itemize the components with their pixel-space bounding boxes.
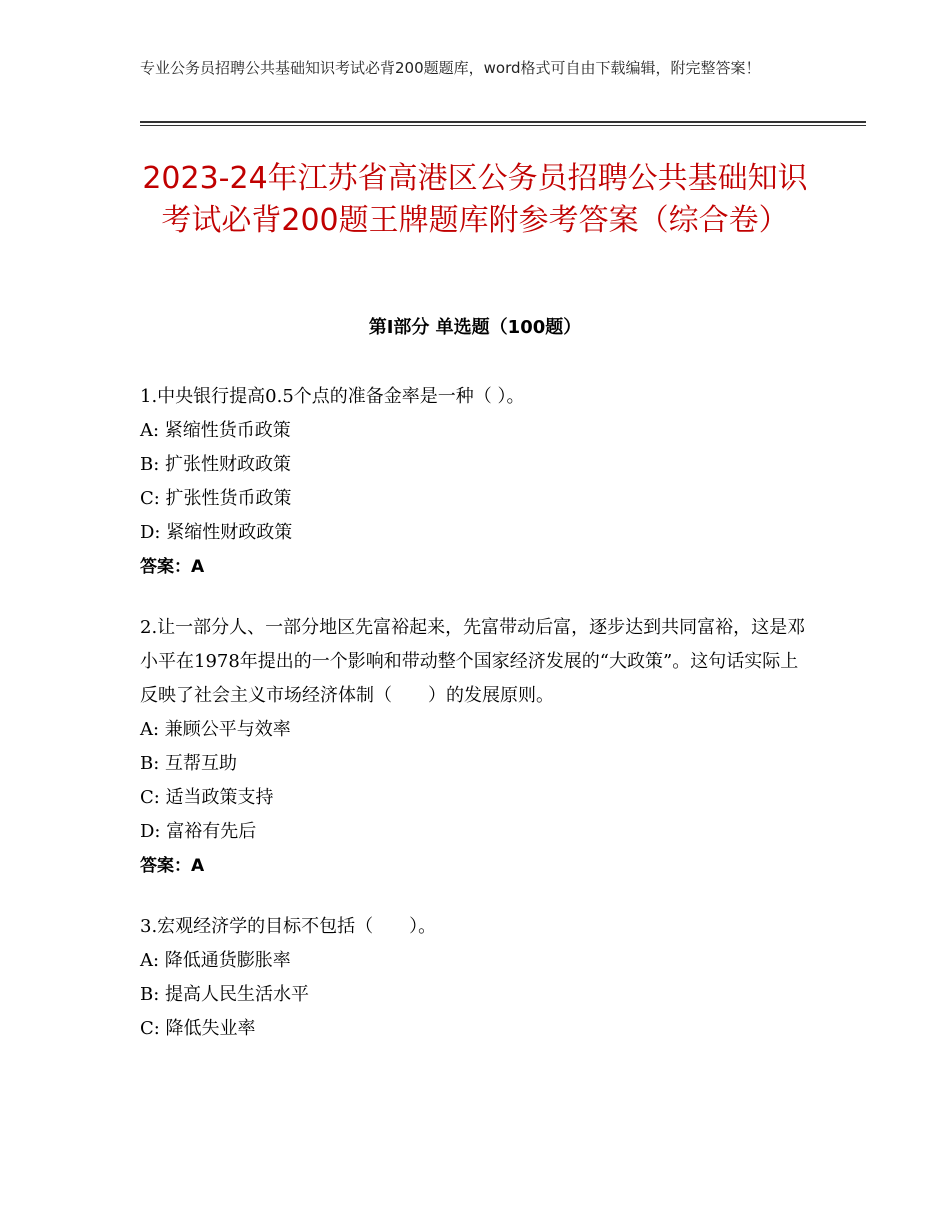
option-b: B: 提高人民生活水平 — [140, 984, 310, 1005]
section-heading: 第I部分 单选题（100题） — [368, 317, 582, 338]
option-d: D: 紧缩性财政政策 — [140, 522, 293, 543]
question-list — [140, 380, 810, 1073]
option-a: A: 兼顾公平与效率 — [140, 719, 291, 740]
header-divider-thin — [140, 125, 866, 126]
option-c: C: 适当政策支持 — [140, 787, 274, 808]
question-text: 2.让一部分人、一部分地区先富裕起来，先富带动后富，逐步达到共同富裕，这是邓小平在1978年提出的一个影响和带动整个国家经济发展的“大政策”。这句话实际上反映了社会主义市场经济体制（ ）的发展原则。 — [140, 617, 806, 706]
answer: 答案：A — [140, 557, 205, 577]
document-title: 2023-24年江苏省高港区公务员招聘公共基础知识考试必背200题王牌题库附参考答案（综合卷） — [142, 161, 808, 238]
question-text: 3.宏观经济学的目标不包括（ ）。 — [140, 916, 437, 937]
option-c: C: 扩张性货币政策 — [140, 488, 292, 509]
question-2 — [140, 611, 810, 883]
option-a: A: 降低通货膨胀率 — [140, 950, 291, 971]
option-c: C: 降低失业率 — [140, 1018, 256, 1039]
option-b: B: 互帮互助 — [140, 753, 238, 774]
header-note: 专业公务员招聘公共基础知识考试必背200题题库，word格式可自由下载编辑，附完整答案！ — [140, 59, 761, 77]
option-d: D: 富裕有先后 — [140, 821, 257, 842]
question-1 — [140, 380, 810, 584]
option-b: B: 扩张性财政政策 — [140, 454, 292, 475]
question-3 — [140, 910, 810, 1046]
answer: 答案：A — [140, 856, 205, 876]
question-text: 1.中央银行提高0.5个点的准备金率是一种（ ）。 — [140, 386, 525, 407]
option-a: A: 紧缩性货币政策 — [140, 420, 291, 441]
header-divider-thick — [140, 121, 866, 123]
